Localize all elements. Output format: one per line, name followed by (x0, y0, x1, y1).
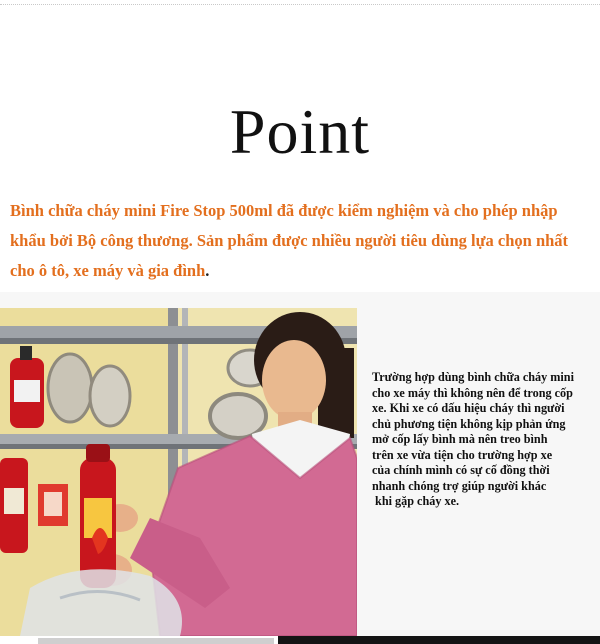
usage-tip-line: nhanh chóng trợ giúp người khác (372, 478, 547, 493)
product-photo (0, 308, 357, 636)
usage-tip-line: của chính mình có sự cố đồng thời (372, 463, 550, 477)
intro-paragraph (10, 196, 580, 286)
usage-tip-line: mở cốp lấy bình mà nên treo bình (372, 432, 548, 446)
usage-tip-text (372, 370, 598, 510)
usage-tip-line: trên xe vừa tiện cho trường hợp xe (372, 447, 553, 462)
next-image-preview-right (278, 636, 600, 644)
intro-end-mark: . (205, 261, 210, 280)
photo-illustration (0, 308, 357, 636)
usage-tip-line: khi gặp cháy xe. (372, 494, 460, 508)
page-title: Point (229, 96, 371, 167)
usage-tip-line: chủ phương tiện không kịp phản ứng (372, 416, 566, 431)
next-image-preview-left (38, 638, 274, 644)
usage-tip-line: cho xe máy thì không nên để trong cốp (372, 385, 573, 400)
usage-tip-line: Trường hợp dùng bình chữa cháy mini (372, 370, 574, 384)
top-divider (0, 4, 600, 5)
intro-text: Bình chữa cháy mini Fire Stop 500ml đã được kiểm nghiệm và cho phép nhập khẩu bởi Bộ công thương. Sản phẩm được nhiều người tiêu dùng lựa chọn nhất cho ô tô, xe máy và gia đình (10, 201, 569, 280)
usage-tip-line: xe. Khi xe có dấu hiệu cháy thì người (372, 401, 565, 415)
